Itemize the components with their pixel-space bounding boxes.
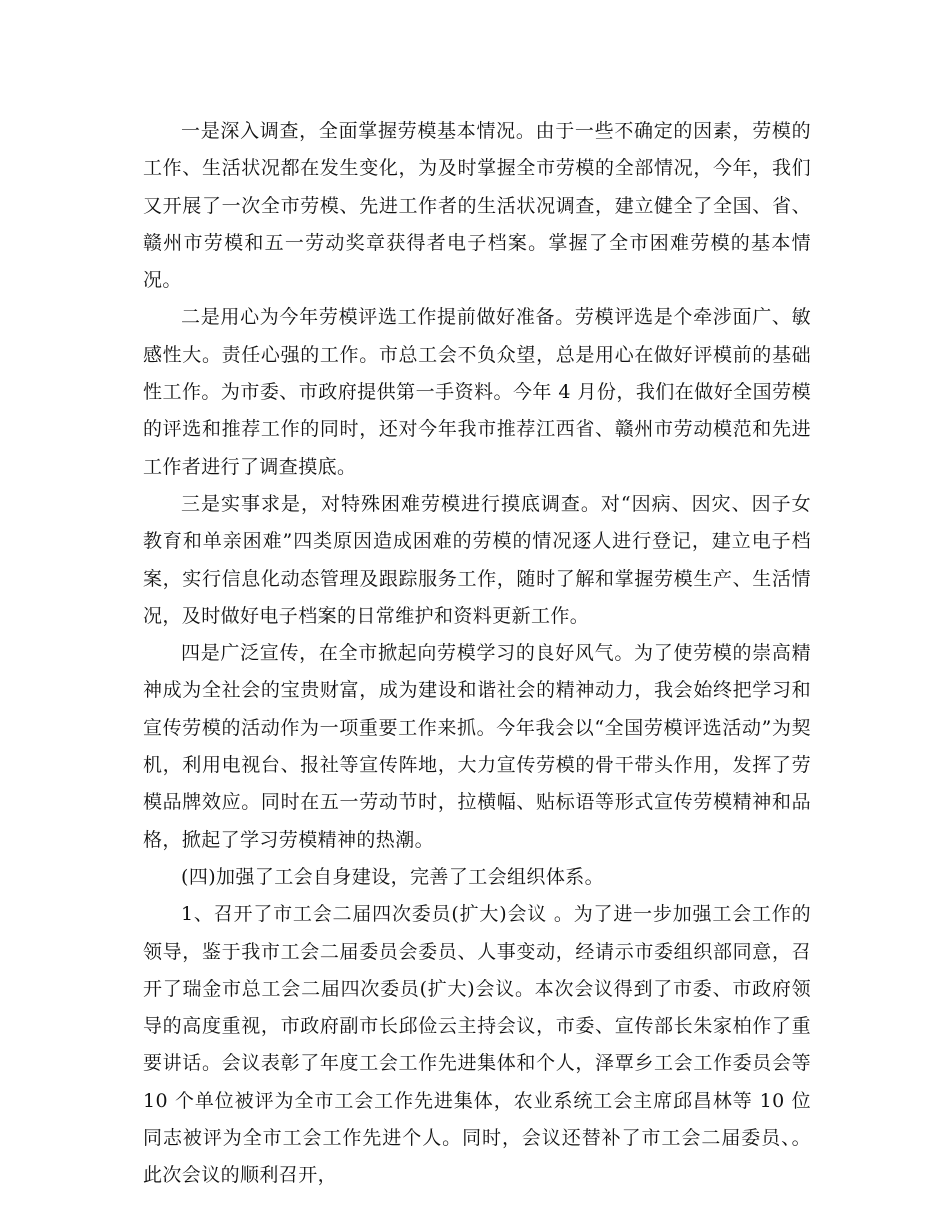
paragraph-survey: 一是深入调查，全面掌握劳模基本情况。由于一些不确定的因素，劳模的工作、生活状况都在发生变化，为及时掌握全市劳模的全部情况，今年，我们又开展了一次全市劳模、先进工作者的生活状况调查，建立健全了全国、省、赣州市劳模和五一劳动奖章获得者电子档案。掌握了全市困难劳模的基本情况。 — [143, 120, 811, 292]
document-body — [143, 113, 811, 1195]
paragraph-selection-prep: 二是用心为今年劳模评选工作提前做好准备。劳模评选是个牵涉面广、敏感性大。责任心强的工作。市总工会不负众望，总是用心在做好评模前的基础性工作。为市委、市政府提供第一手资料。今年 4 月份，我们在做好全国劳模的评选和推荐工作的同时，还对今年我市推荐江西省、赣州市劳动模范和先进工作者进行了调查摸底。 — [143, 306, 811, 478]
section-heading: (四)加强了工会自身建设，完善了工会组织体系。 — [181, 865, 605, 888]
paragraph-special-hardship: 三是实事求是，对特殊困难劳模进行摸底调查。对“因病、因灾、因子女教育和单亲困难”四类原因造成困难的劳模的情况逐人进行登记，建立电子档案，实行信息化动态管理及跟踪服务工作，随时了解和掌握劳模生产、生活情况，及时做好电子档案的日常维护和资料更新工作。 — [143, 492, 811, 627]
paragraph-committee-meeting: 1、召开了市工会二届四次委员(扩大)会议 。为了进一步加强工会工作的领导，鉴于我市工会二届委员会委员、人事变动，经请示市委组织部同意，召开了瑞金市总工会二届四次委员(扩大)会议。本次会议得到了市委、市政府领导的高度重视，市政府副市长邱俭云主持会议，市委、宣传部长朱家柏作了重要讲话。会议表彰了年度工会工作先进集体和个人，泽覃乡工会工作委员会等 10 个单位被评为全市工会工作先进集体，农业系统工会主席邱昌林等 10 位同志被评为全市工会工作先进个人。同时，会议还替补了市工会二届委员、。此次会议的顺利召开， — [143, 903, 811, 1187]
paragraph-publicity: 四是广泛宣传，在全市掀起向劳模学习的良好风气。为了使劳模的崇高精神成为全社会的宝贵财富，成为建设和谐社会的精神动力，我会始终把学习和宣传劳模的活动作为一项重要工作来抓。今年我会以“全国劳模评选活动”为契机，利用电视台、报社等宣传阵地，大力宣传劳模的骨干带头作用，发挥了劳模品牌效应。同时在五一劳动节时，拉横幅、贴标语等形式宣传劳模精神和品格，掀起了学习劳模精神的热潮。 — [143, 642, 811, 851]
